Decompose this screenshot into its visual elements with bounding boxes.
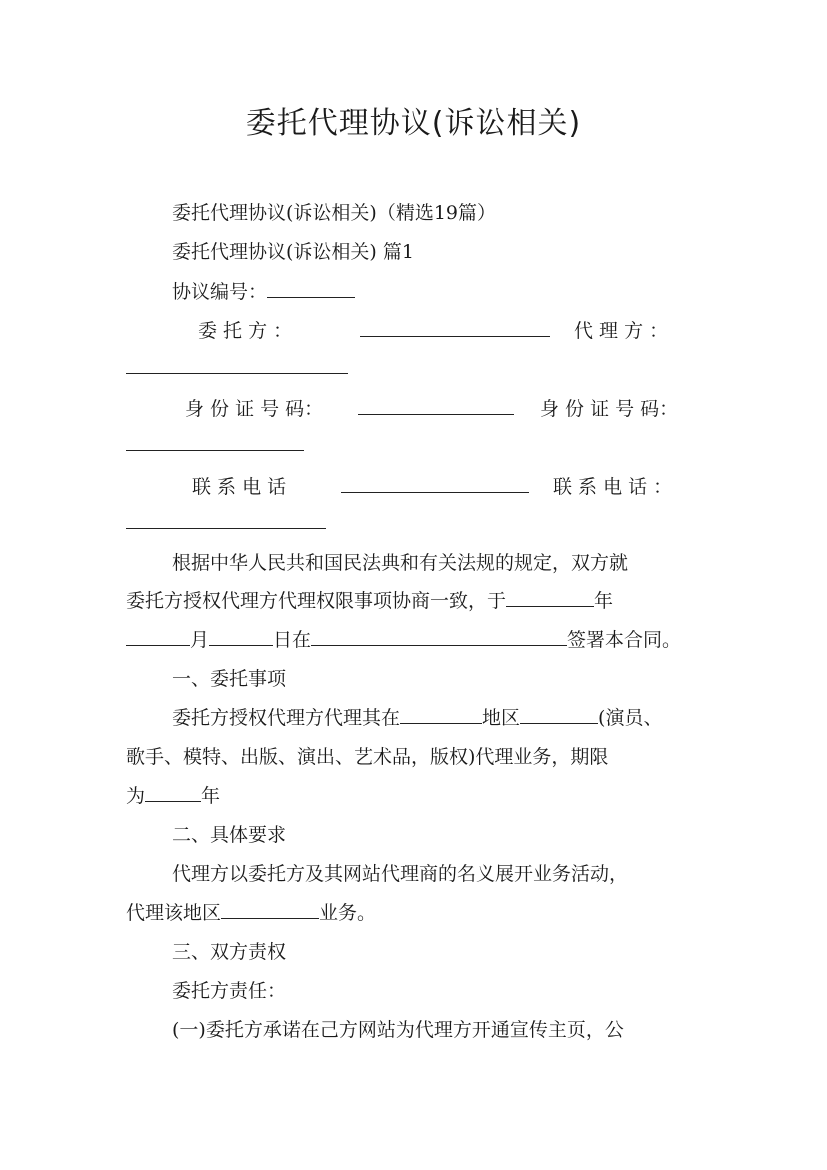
- paragraph-3-line-1: 代理方以委托方及其网站代理商的名义展开业务活动，: [172, 863, 629, 885]
- client-phone-blank[interactable]: [341, 474, 529, 493]
- section-heading: 委托代理协议(诉讼相关) 篇1: [172, 241, 414, 263]
- paragraph-3-line-2: [126, 900, 376, 926]
- paragraph-2-line-1: [172, 705, 662, 731]
- agreement-number-label: 协议编号：: [172, 281, 268, 303]
- term-label: 为: [126, 785, 146, 807]
- client-phone-blank-row: [341, 474, 529, 500]
- document-subtitle: 委托代理协议(诉讼相关)（精选19篇）: [172, 202, 497, 224]
- agent-phone-label: 联 系 电 话 ：: [553, 476, 673, 498]
- agent-name-blank[interactable]: [126, 355, 348, 374]
- month-label: 月: [190, 629, 210, 651]
- client-id-blank-row: [358, 396, 514, 422]
- client-name-blank[interactable]: [360, 318, 550, 337]
- term-years-blank[interactable]: [145, 783, 201, 802]
- agent-phone-blank[interactable]: [126, 510, 326, 529]
- sign-end-text: 签署本合同。: [567, 629, 682, 651]
- paragraph-2-line-2: 歌手、模特、出版、演出、艺术品，版权)代理业务，期限: [126, 746, 609, 768]
- agreement-number-row: [172, 279, 355, 305]
- paragraph-2-text-3: (演员、: [598, 707, 663, 729]
- paragraph-1-text: 委托方授权代理方代理权限事项协商一致，于: [126, 590, 507, 612]
- client-responsibility-heading: 委托方责任：: [172, 980, 287, 1002]
- paragraph-3-text-2: 业务。: [319, 902, 377, 924]
- paragraph-2-text-2: 地区: [482, 707, 521, 729]
- agent-blank-row: [126, 355, 348, 381]
- paragraph-2-line-3: [126, 783, 220, 809]
- agent-region-blank[interactable]: [221, 900, 319, 919]
- paragraph-3-text-1: 代理该地区: [126, 902, 222, 924]
- term-year-unit: 年: [201, 785, 221, 807]
- paragraph-1-line-3: [126, 627, 681, 653]
- business-blank[interactable]: [520, 705, 598, 724]
- client-blank-row: [360, 318, 550, 344]
- agent-id-blank[interactable]: [126, 432, 304, 451]
- heading-rights-duties: 三、双方责权: [172, 941, 287, 963]
- client-id-label: 身 份 证 号 码：: [185, 398, 324, 420]
- sign-year-blank[interactable]: [506, 588, 594, 607]
- paragraph-4-line-1: (一)委托方承诺在己方网站为代理方开通宣传主页，公: [172, 1019, 624, 1041]
- document-title: 委托代理协议(诉讼相关): [245, 106, 582, 141]
- sign-month-blank[interactable]: [126, 627, 190, 646]
- client-id-blank[interactable]: [358, 396, 514, 415]
- agent-id-label: 身 份 证 号 码：: [540, 398, 679, 420]
- client-phone-label: 联 系 电 话: [192, 476, 287, 498]
- day-label: 日在: [273, 629, 312, 651]
- paragraph-1-line-2: [126, 588, 613, 614]
- agent-label: 代 理 方 ：: [574, 320, 669, 342]
- agent-id-blank-row: [126, 432, 304, 458]
- paragraph-1-line-1: 根据中华人民共和国民法典和有关法规的规定，双方就: [172, 552, 629, 574]
- sign-day-blank[interactable]: [209, 627, 273, 646]
- agreement-number-blank[interactable]: [267, 279, 355, 298]
- agent-phone-blank-row: [126, 510, 326, 536]
- heading-entrusted-matters: 一、委托事项: [172, 668, 287, 690]
- paragraph-2-text-1: 委托方授权代理方代理其在: [172, 707, 401, 729]
- year-label: 年: [594, 590, 614, 612]
- heading-specific-requirements: 二、具体要求: [172, 824, 287, 846]
- sign-place-blank[interactable]: [311, 627, 567, 646]
- client-label: 委 托 方 ：: [198, 320, 293, 342]
- region-blank[interactable]: [400, 705, 482, 724]
